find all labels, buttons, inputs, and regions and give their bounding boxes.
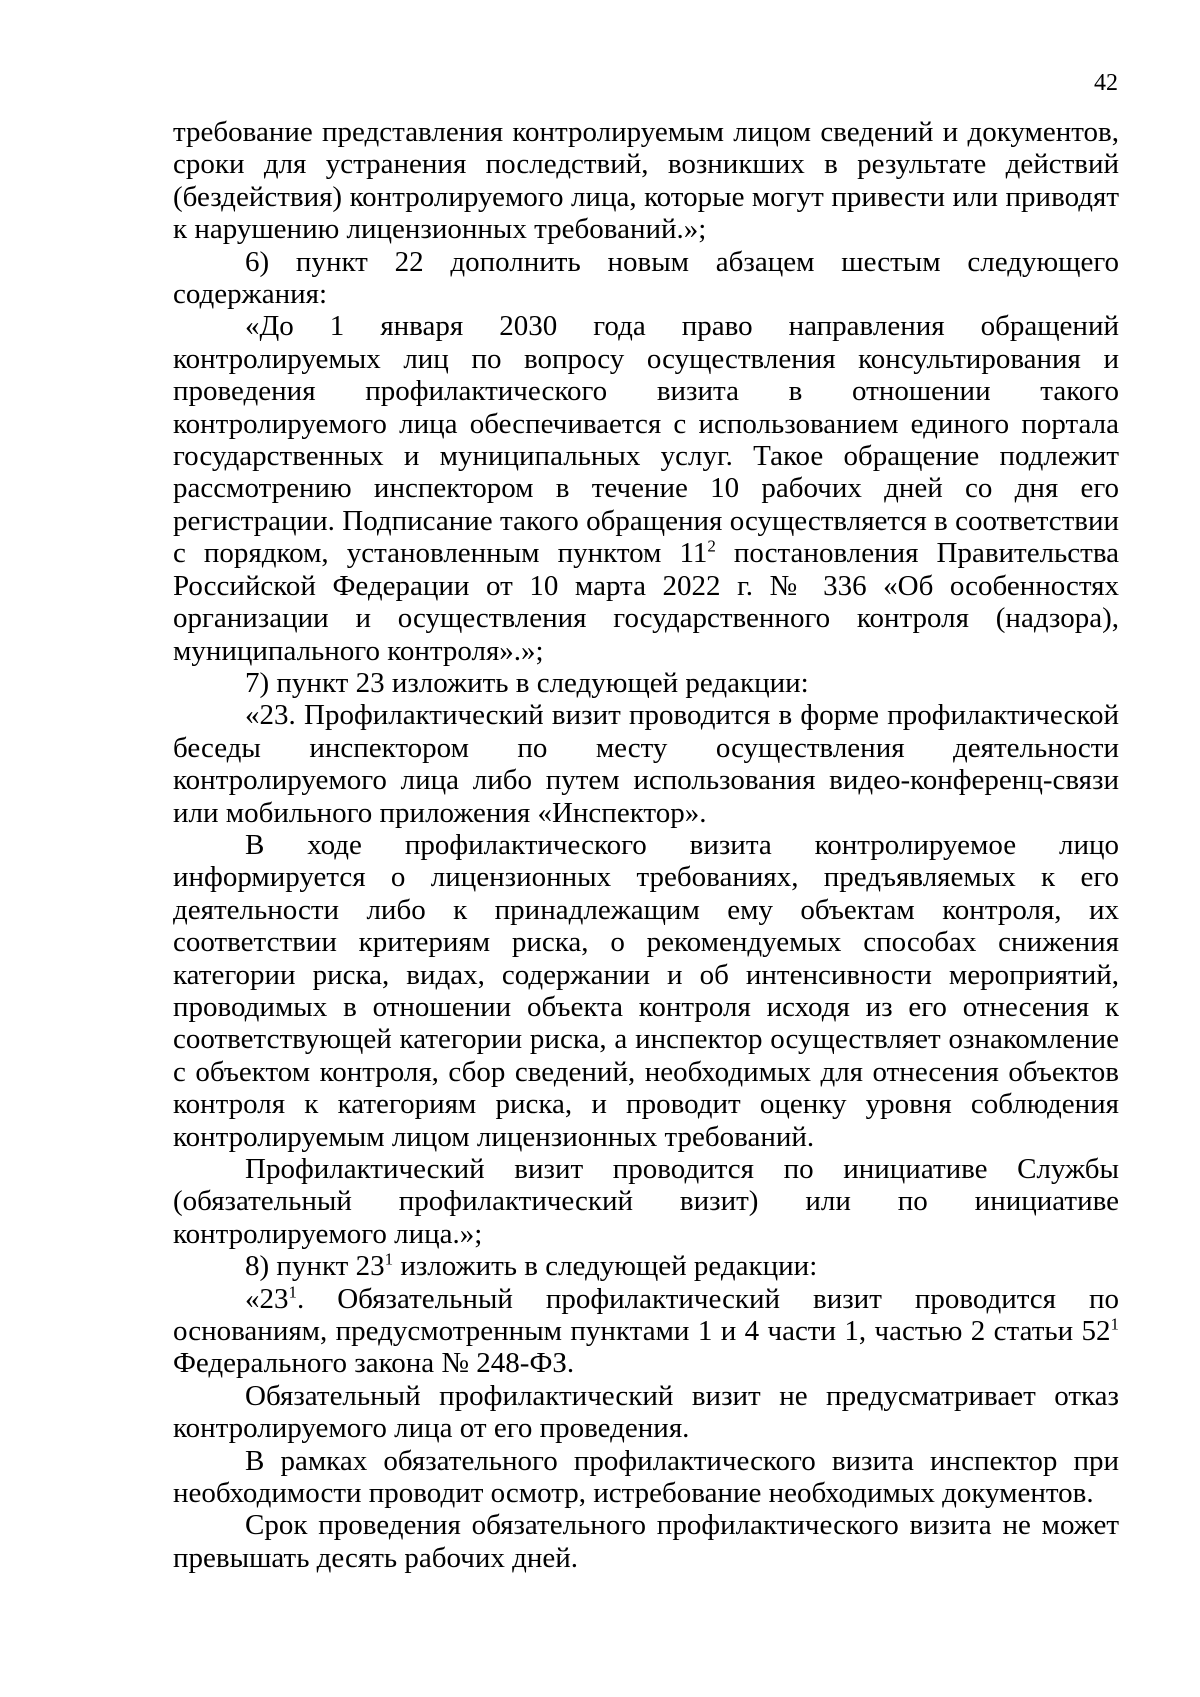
paragraph-item-8 [173,1250,1119,1282]
paragraph-visit-information [173,829,1119,1153]
paragraph-item-7 [173,667,1119,699]
paragraph-text: . Обязательный профилактический визит проводится по основаниям, предусмотренным пунктами 1 и 4 части 1, частью 2 статьи 52 [173,1282,1119,1348]
paragraph-text: Профилактический визит проводится по инициативе Службы (обязательный профилактический визит) или по инициативе контролируемого лица.»; [173,1153,1119,1250]
superscript: 1 [288,1281,297,1301]
paragraph-text: «До 1 января 2030 года право направления обращений контролируемых лиц по вопросу осуществления консультирования и проведения профилактического визита в отношении такого контролируемого лица обеспечивается с использованием единого портала государственных и муниципальных услуг. Такое обращение подлежит рассмотрению инспектором в течение 10 рабочих дней со дня его регистрации. Подписание такого обращения осуществляется в соответствии с порядком, установленным пунктом 11 [173,310,1119,570]
paragraph-visit-initiative [173,1153,1119,1250]
paragraph-text: 8) пункт 23 [245,1250,385,1283]
paragraph-inspection [173,1445,1119,1510]
paragraph-item-6 [173,246,1119,311]
paragraph-text: Срок проведения обязательного профилактического визита не может превышать десять рабочих дней. [173,1509,1119,1574]
paragraph-text: «23 [245,1282,289,1315]
paragraph-license-requirements-end [173,116,1119,246]
paragraph-duration [173,1509,1119,1574]
paragraph-text: постановления Правительства Российской Федерации от 10 марта 2022 г. № 336 «Об особенностях организации и осуществления государственного контроля (надзора), муниципального контроля».»; [173,537,1120,667]
paragraph-item-23-1 [173,1283,1119,1380]
paragraph-text: Обязательный профилактический визит не предусматривает отказ контролируемого лица от его проведения. [173,1379,1119,1445]
page-number: 42 [1094,70,1118,96]
paragraph-text: В ходе профилактического визита контролируемое лицо информируется о лицензионных требованиях, предъявляемых к его деятельности либо к принадлежащим ему объектам контроля, их соответствии критериям риска, о рекомендуемых способах снижения категории риска, видах, содержании и об интенсивности мероприятий, проводимых в отношении объекта контроля исходя из его отнесения к соответствующей категории риска, а инспектор осуществляет ознакомление с объектом контроля, сбор сведений, необходимых для отнесения объектов контроля к категориям риска, и проводит оценку уровня соблюдения контролируемым лицом лицензионных требований. [173,828,1119,1153]
paragraph-text: 6) пункт 22 дополнить новым абзацем шестым следующего содержания: [173,245,1119,311]
superscript: 1 [384,1249,394,1269]
paragraph-text: Федерального закона № 248-ФЗ. [173,1347,575,1380]
document-body [173,116,1119,1574]
paragraph-text: В рамках обязательного профилактического визита инспектор при необходимости проводит осмотр, истребование необходимых документов. [173,1444,1119,1510]
paragraph-text: 7) пункт 23 изложить в следующей редакции: [245,666,809,699]
paragraph-text: изложить в следующей редакции: [393,1250,818,1283]
paragraph-no-refusal [173,1380,1119,1445]
paragraph-item-23 [173,699,1119,829]
superscript: 1 [1110,1314,1119,1334]
superscript: 2 [707,536,716,556]
paragraph-text: «23. Профилактический визит проводится в форме профилактической беседы инспектором по месту осуществления деятельности контролируемого лица либо путем использования видео-конференц-связи или мобильного приложения «Инспектор». [173,699,1119,829]
paragraph-item-6-quote [173,310,1119,666]
paragraph-text: требование представления контролируемым лицом сведений и документов, сроки для устранения последствий, возникших в результате действий (бездействия) контролируемого лица, которые могут привести или приводят к нарушению лицензионных требований.»; [173,116,1119,246]
